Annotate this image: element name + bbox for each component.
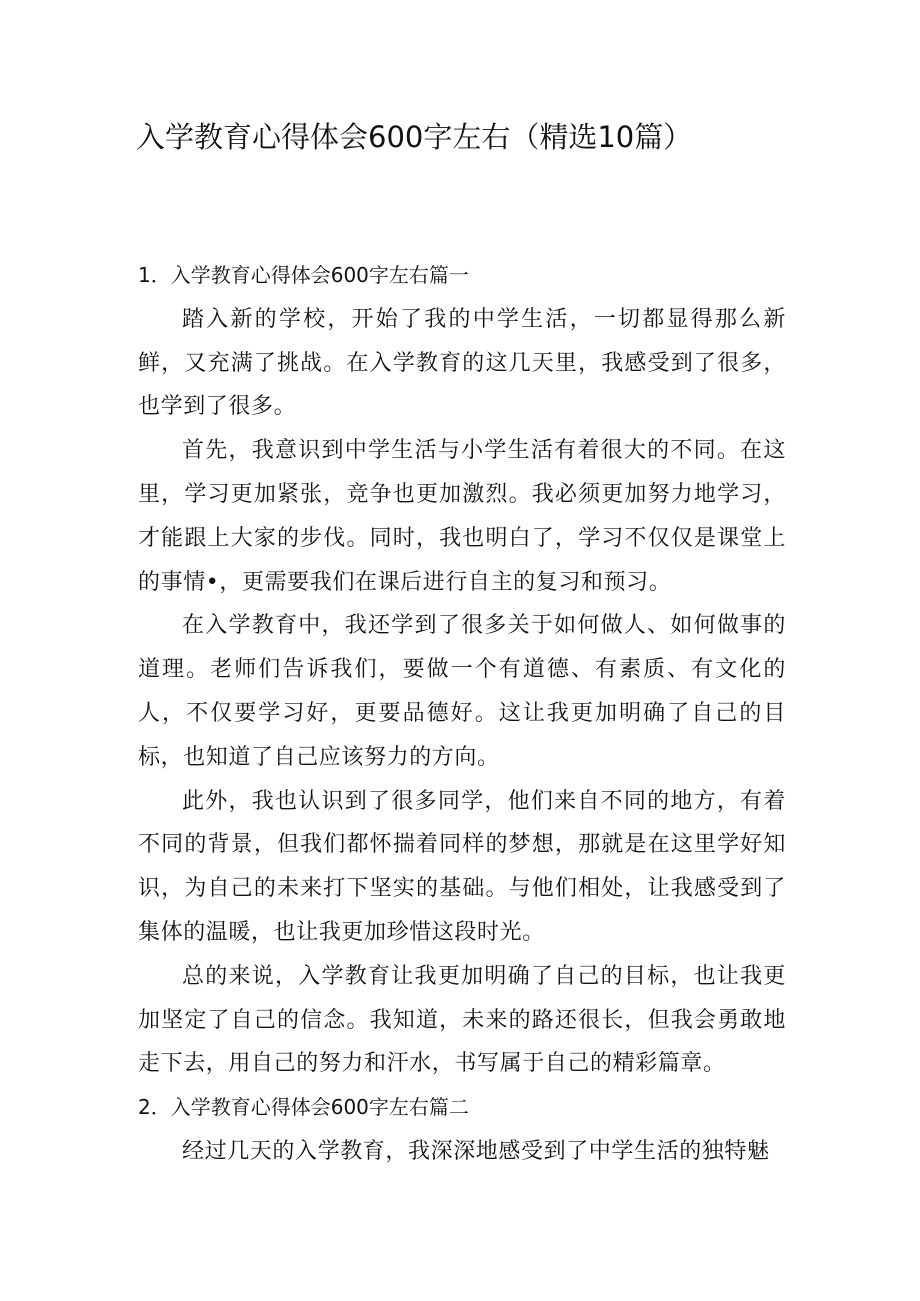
paragraph: 此外，我也认识到了很多同学，他们来自不同的地方，有着不同的背景，但我们都怀揣着同样的梦想，那就是在这里学好知识，为自己的未来打下坚实的基础。与他们相处，让我感受到了集体的温暖，也让我更加珍惜这段时光。 — [138, 788, 786, 945]
paragraph: 首先，我意识到中学生活与小学生活有着很大的不同。在这里，学习更加紧张，竞争也更加激烈。我必须更加努力地学习，才能跟上大家的步伐。同时，我也明白了，学习不仅仅是课堂上的事情•，更需要我们在课后进行自主的复习和预习。 — [138, 438, 786, 595]
section-1 — [138, 254, 786, 1086]
section-heading: 1．入学教育心得体会600字左右篇一 — [138, 263, 469, 287]
paragraph: 经过几天的入学教育，我深深地感受到了中学生活的独特魅 — [182, 1138, 770, 1164]
paragraph: 在入学教育中，我还学到了很多关于如何做人、如何做事的道理。老师们告诉我们，要做一个有道德、有素质、有文化的人，不仅要学习好，更要品德好。这让我更加明确了自己的目标，也知道了自己应该努力的方向。 — [138, 613, 786, 770]
section-2 — [138, 1086, 786, 1174]
section-heading: 2．入学教育心得体会600字左右篇二 — [138, 1095, 469, 1120]
paragraph: 总的来说，入学教育让我更加明确了自己的目标，也让我更加坚定了自己的信念。我知道，未来的路还很长，但我会勇敢地走下去，用自己的努力和汗水，书写属于自己的精彩篇章。 — [138, 963, 786, 1077]
document-body — [138, 254, 786, 1174]
paragraph: 踏入新的学校，开始了我的中学生活，一切都显得那么新鲜，又充满了挑战。在入学教育的这几天里，我感受到了很多，也学到了很多。 — [138, 306, 786, 420]
document-title: 入学教育心得体会600字左右（精选10篇） — [136, 120, 693, 154]
